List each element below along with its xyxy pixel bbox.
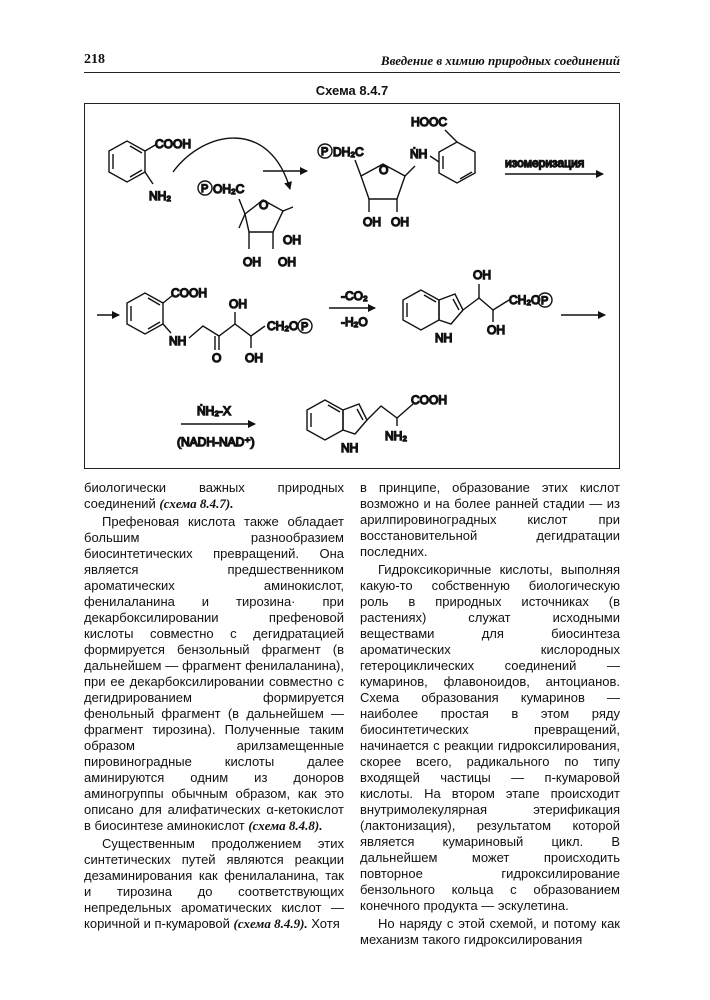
ring-oxygen-2: O <box>379 163 389 177</box>
label-ch2o-2: CH₂O <box>509 293 541 307</box>
label-hooc: HOOC <box>411 115 447 129</box>
phosphate-label-4: P <box>541 295 549 307</box>
right-column <box>360 480 620 948</box>
label-nh-2: NH <box>435 331 453 345</box>
label-oh-1: OH <box>243 255 261 269</box>
label-och2c-1: OH₂C <box>213 182 245 196</box>
label-dh2c: DH₂C <box>333 145 364 159</box>
scheme-ref-8-4-7: (схема 8.4.7). <box>159 496 234 511</box>
scheme-ref-8-4-9: (схема 8.4.9). <box>233 916 308 931</box>
right-paragraph-1: в принципе, образование этих кислот возможно и на более ранней стадии — из арилпировиноградных кислот при восстановительной дегидратации последних. <box>360 480 620 559</box>
ring-oxygen-1: O <box>259 198 269 212</box>
label-ch2o-1: CH₂O <box>267 319 299 333</box>
scheme-figure <box>84 103 620 469</box>
reaction-scheme-svg <box>85 104 621 470</box>
page-number: 218 <box>84 52 105 67</box>
phosphate-label-1: P <box>201 183 209 195</box>
label-reagent-nadh: (NADH-NAD⁺) <box>177 435 255 449</box>
scheme-ref-8-4-8: (схема 8.4.8). <box>248 818 323 833</box>
label-cooh-1: COOH <box>155 137 191 151</box>
label-nh-3: NH <box>341 441 359 455</box>
left-paragraph-1 <box>84 480 344 512</box>
tryptophan-structure <box>307 393 447 455</box>
label-o-keto: O <box>212 351 222 365</box>
left-paragraph-1-text: биологически важных природных соединений <box>84 480 344 511</box>
prpp-ribose-structure <box>198 181 301 269</box>
label-oh-5: OH <box>391 215 409 229</box>
running-header <box>84 50 620 73</box>
label-oh-2: OH <box>278 255 296 269</box>
right-paragraph-3: Но наряду с этой схемой, и потому как механизм такого гидроксилирования <box>360 916 620 947</box>
label-isomerization: изомеризация <box>505 156 585 170</box>
phosphoribosyl-anthranilate-structure <box>318 115 475 229</box>
label-oh-6: OH <box>229 297 247 311</box>
anthranilic-acid-structure <box>109 137 191 203</box>
carboxyphenylamino-deoxyribulose-phosphate-structure <box>127 286 312 365</box>
label-oh-4: OH <box>363 215 381 229</box>
label-cooh-2: COOH <box>171 286 207 300</box>
label-nh2-2: NH₂ <box>385 429 407 443</box>
phosphate-label-3: P <box>301 321 309 333</box>
label-minus-co2: -CO₂ <box>341 289 368 303</box>
label-oh-9: OH <box>487 323 505 337</box>
left-paragraph-2-text: Префеновая кислота также обладает большим разнообразием биосинтетических превращений. Она является предшественником ароматических аминокислот, фенилаланина и тирозина· при декарбоксилировании префеновой кислоты совместно с дегидратацией формируется бензольный фрагмент (в дальнейшем — фрагмент фенилаланина), при ее декарбоксилировании совместно с дегидрированием формируется фенольный фрагмент (в дальнейшем — фрагмент тирозина). Полученные таким образом арилзамещенные пировиноградные кислоты далее аминируются одним из доноров аминогруппы обычным образом, как это описано для алифатических α-кетокислот в биосинтезе аминокислот <box>84 514 344 833</box>
right-paragraph-2: Гидроксикоричные кислоты, выполняя какую-то собственную биологическую роль в природных источниках (в растениях) служат исходными веществами для биосинтеза ароматических кислородных гетероциклических соединений — кумаринов, флавоноидов, антоцианов. Схема образования кумаринов — наиболее простая в этом ряду биосинтетических превращений, начинается с реакции гидроксилирования, скорее всего, радикального по типу входящей частицы — п-кумаровой кислоты. На втором этапе происходит внутримолекулярная этерификация (лактонизация), результатом которой является кумариновый цикл. В дальнейшем может происходить повторное гидроксилирование бензольного кольца с образованием конечного продукта — эскулетина. <box>360 562 620 913</box>
left-paragraph-3 <box>84 836 344 932</box>
label-oh-7: OH <box>245 351 263 365</box>
label-cooh-3: COOH <box>411 393 447 407</box>
running-title: Введение в химию природных соединений <box>380 53 620 68</box>
phosphate-label-2: P <box>321 146 329 158</box>
label-nh-dot: ṄH <box>410 147 428 161</box>
left-column <box>84 480 344 932</box>
label-oh-8: OH <box>473 268 491 282</box>
left-paragraph-3-text: Существенным продолжением этих синтетических путей являются реакции дезаминирования как фенилаланина, так и тирозина до соответствующих непредельных ароматических кислот — коричной и п-кумаровой <box>84 836 344 931</box>
label-oh-3: OH <box>283 233 301 247</box>
scheme-title: Схема 8.4.7 <box>315 83 389 98</box>
left-paragraph-2 <box>84 514 344 834</box>
label-reagent-nh2x: ṄH₂-X <box>197 404 231 418</box>
indole-glycerol-phosphate-structure <box>403 268 552 345</box>
label-nh2-1: NH₂ <box>149 189 171 203</box>
label-nh-1: NH <box>169 334 187 348</box>
label-minus-h2o: -H₂O <box>341 315 368 329</box>
left-paragraph-3-tail: Хотя <box>307 916 340 931</box>
